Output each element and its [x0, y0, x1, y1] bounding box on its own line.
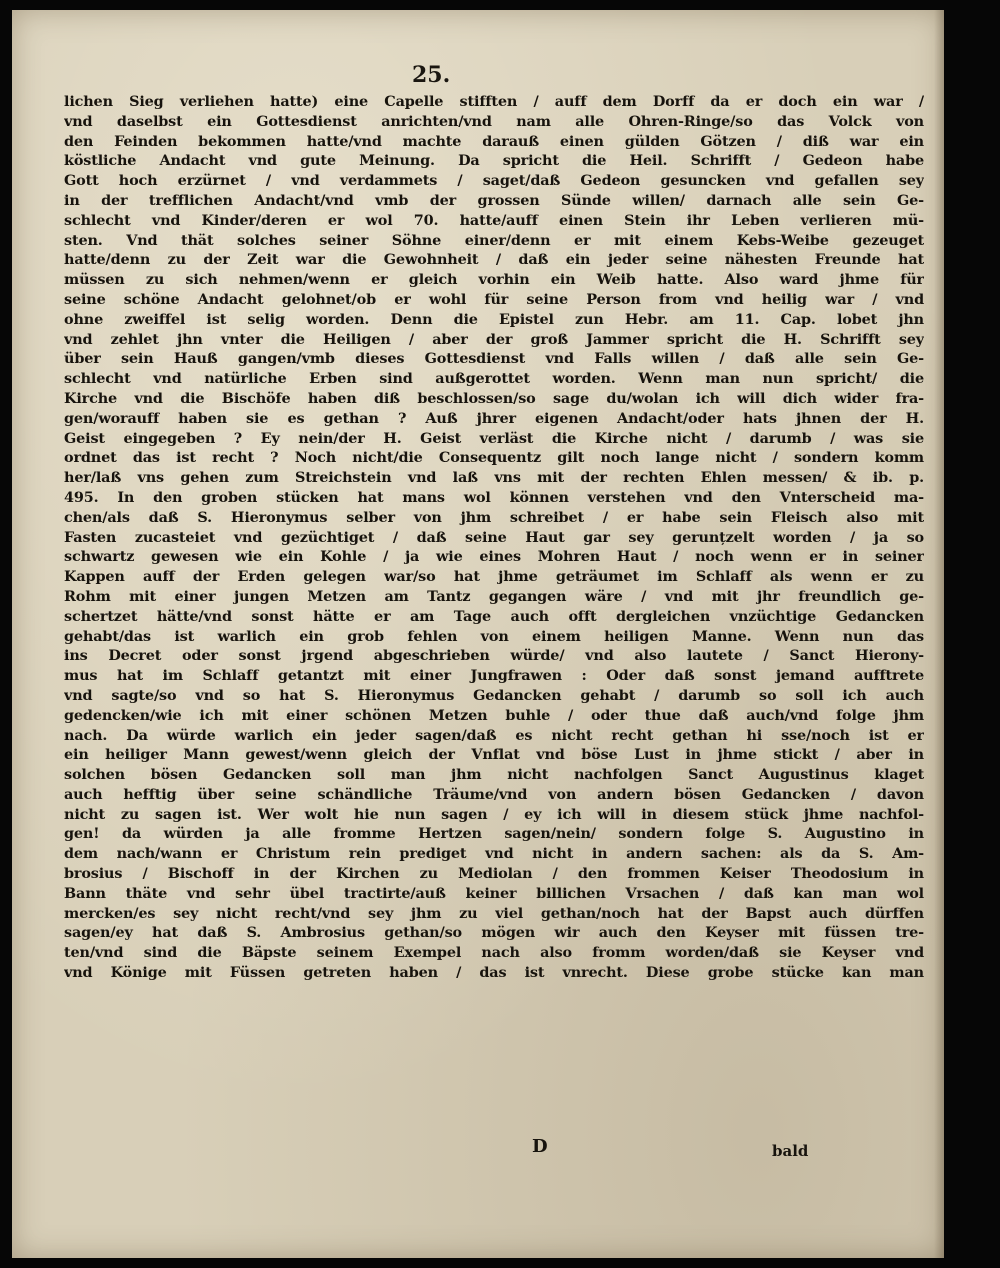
text-line: schertzet hätte/vnd sonst hätte er am Tage auch offt dergleichen vnzüchtige Gedancken: [64, 607, 924, 625]
text-line: Kappen auff der Erden gelegen war/so hat jhme geträumet im Schlaff als wenn er zu: [64, 568, 924, 586]
text-line: 495. In den groben stücken hat mans wol können verstehen vnd den Vnterscheid ma-: [64, 488, 924, 506]
signature-mark: D: [532, 1136, 548, 1157]
text-line: Bann thäte vnd sehr übel tractirte/auß keiner billichen Vrsachen / daß kan man wol: [64, 884, 924, 902]
text-line: Fasten zucasteiet vnd gezüchtiget / daß seine Haut gar sey gerunțzelt worden / ja so: [64, 528, 924, 546]
text-line: nach. Da würde warlich ein jeder sagen/daß es nicht recht gethan hi sse/noch ist er: [64, 726, 924, 744]
text-line: her/laß vns gehen zum Streichstein vnd laß vns mit der rechten Ehlen messen/ & ib. p.: [64, 469, 924, 487]
text-line: ordnet das ist recht ? Noch nicht/die Consequentz gilt noch lange nicht / sondern komm: [64, 449, 924, 467]
text-line: nicht zu sagen ist. Wer wolt hie nun sagen / ey ich will in diesem stück jhme nachfol-: [64, 805, 924, 823]
body-text: [64, 92, 924, 983]
text-line: Gott hoch erzürnet / vnd verdammets / saget/daß Gedeon gesuncken vnd gefallen sey: [64, 172, 924, 190]
text-line: schlecht vnd natürliche Erben sind außgerottet worden. Wenn man nun spricht/ die: [64, 370, 924, 388]
text-line: vnd zehlet jhn vnter die Heiligen / aber der groß Jammer spricht die H. Schrifft sey: [64, 330, 924, 348]
text-line: gedencken/wie ich mit einer schönen Metzen buhle / oder thue daß auch/vnd folge jhm: [64, 706, 924, 724]
text-line: ins Decret oder sonst jrgend abgeschrieben würde/ vnd also lautete / Sanct Hierony-: [64, 647, 924, 665]
text-line: vnd sagte/so vnd so hat S. Hieronymus Gedancken gehabt / darumb so soll ich auch: [64, 686, 924, 704]
page-gutter-shadow: [934, 10, 944, 1258]
page-number: 25.: [412, 62, 451, 88]
text-line: hatte/denn zu der Zeit war die Gewohnheit / daß ein jeder seine nähesten Freunde hat: [64, 251, 924, 269]
text-line: vnd daselbst ein Gottesdienst anrichten/vnd nam alle Ohren-Ringe/so das Volck von: [64, 112, 924, 130]
text-line: ten/vnd sind die Bäpste seinem Exempel nach also fromm worden/daß sie Keyser vnd: [64, 944, 924, 962]
text-line: Geist eingegeben ? Ey nein/der H. Geist verläst die Kirche nicht / darumb / was sie: [64, 429, 924, 447]
text-line: gen/worauff haben sie es gethan ? Auß jhrer eigenen Andacht/oder hats jhnen der H.: [64, 409, 924, 427]
book-page: [12, 10, 944, 1258]
text-line: dem nach/wann er Christum rein prediget vnd nicht in andern sachen: als da S. Am-: [64, 845, 924, 863]
text-line: auch hefftig über seine schändliche Träume/vnd von andern bösen Gedancken / davon: [64, 785, 924, 803]
text-line: schlecht vnd Kinder/deren er wol 70. hatte/auff einen Stein ihr Leben verlieren mü-: [64, 211, 924, 229]
text-line: seine schöne Andacht gelohnet/ob er wohl für seine Person from vnd heilig war / vnd: [64, 290, 924, 308]
text-line: sagen/ey hat daß S. Ambrosius gethan/so mögen wir auch den Keyser mit füssen tre-: [64, 924, 924, 942]
text-line: vnd Könige mit Füssen getreten haben / das ist vnrecht. Diese grobe stücke kan man: [64, 964, 924, 982]
text-line: gen! da würden ja alle fromme Hertzen sagen/nein/ sondern folge S. Augustino in: [64, 825, 924, 843]
text-line: köstliche Andacht vnd gute Meinung. Da spricht die Heil. Schrifft / Gedeon habe: [64, 152, 924, 170]
text-line: Rohm mit einer jungen Metzen am Tantz gegangen wäre / vnd mit jhr freundlich ge-: [64, 587, 924, 605]
text-line: Kirche vnd die Bischöfe haben diß beschlossen/so sage du/wolan ich will dich wider fra-: [64, 389, 924, 407]
text-line: ein heiliger Mann gewest/wenn gleich der Vnflat vnd böse Lust in jhme stickt / aber in: [64, 746, 924, 764]
text-line: mus hat im Schlaff getantzt mit einer Jungfrawen : Oder daß sonst jemand aufftrete: [64, 667, 924, 685]
text-line: schwartz gewesen wie ein Kohle / ja wie eines Mohren Haut / noch wenn er in seiner: [64, 548, 924, 566]
text-line: chen/als daß S. Hieronymus selber von jhm schreibet / er habe sein Fleisch also mit: [64, 508, 924, 526]
text-line: ohne zweiffel ist selig worden. Denn die Epistel zun Hebr. am 11. Cap. lobet jhn: [64, 310, 924, 328]
catchword: bald: [772, 1142, 809, 1160]
text-line: brosius / Bischoff in der Kirchen zu Mediolan / den frommen Keiser Theodosium in: [64, 865, 924, 883]
text-line: solchen bösen Gedancken soll man jhm nicht nachfolgen Sanct Augustinus klaget: [64, 766, 924, 784]
text-line: in der trefflichen Andacht/vnd vmb der grossen Sünde willen/ darnach alle sein Ge-: [64, 191, 924, 209]
text-line: sten. Vnd thät solches seiner Söhne einer/denn er mit einem Kebs-Weibe gezeuget: [64, 231, 924, 249]
text-line: gehabt/das ist warlich ein grob fehlen von einem heiligen Manne. Wenn nun das: [64, 627, 924, 645]
text-line: über sein Hauß gangen/vmb dieses Gottesdienst vnd Falls willen / daß alle sein Ge-: [64, 350, 924, 368]
text-line: lichen Sieg verliehen hatte) eine Capelle stifften / auff dem Dorff da er doch ein war /: [64, 93, 924, 110]
text-line: mercken/es sey nicht recht/vnd sey jhm zu viel gethan/noch hat der Bapst auch dürffen: [64, 904, 924, 922]
text-line: den Feinden bekommen hatte/vnd machte darauß einen gülden Götzen / diß war ein: [64, 132, 924, 150]
text-line: müssen zu sich nehmen/wenn er gleich vorhin ein Weib hatte. Also ward jhme für: [64, 271, 924, 289]
